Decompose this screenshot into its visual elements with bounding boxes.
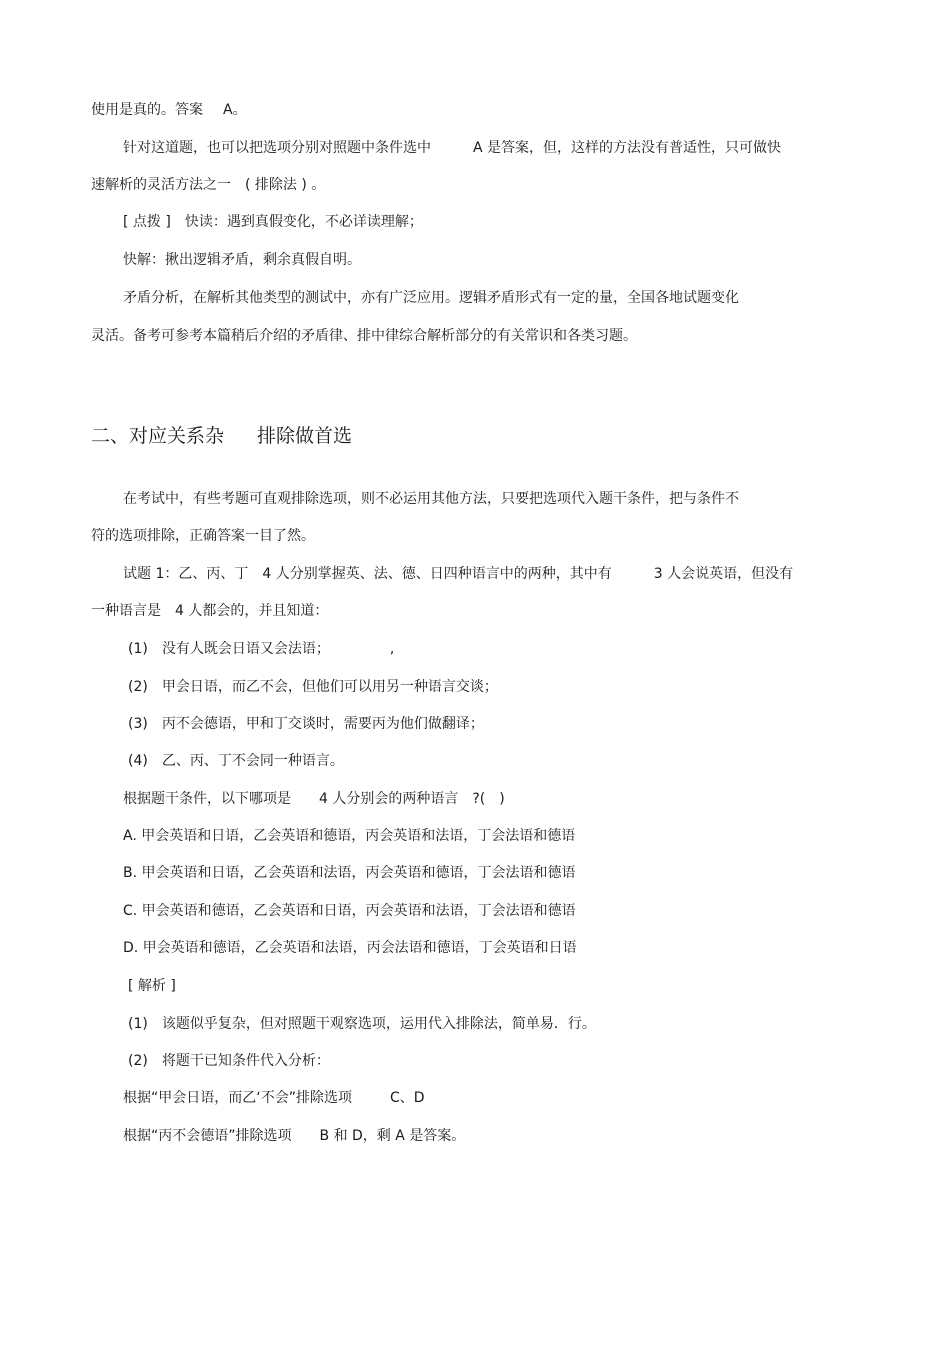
condition-1 [128, 640, 394, 658]
condition-1-text: (1) 没有人既会日语又会法语； [128, 641, 330, 657]
intro-line-2a: 针对这道题，也可以把选项分别对照题中条件选中 [123, 140, 431, 156]
answer-letter: A。 [223, 102, 247, 118]
analysis-step-4b: B 和 D，剩 A 是答案。 [319, 1128, 466, 1144]
question-line-1a: 试题 1：乙、丙、丁 4 人分别掌握英、法、德、日四种语言中的两种，其中有 [123, 566, 612, 582]
option-c: C. 甲会英语和德语，乙会英语和日语，丙会英语和法语，丁会法语和德语 [123, 903, 576, 919]
tip-read-text: 快读：遇到真假变化，不必详读理解； [184, 214, 423, 230]
intro-line-2 [123, 139, 781, 157]
question-line-1 [123, 565, 793, 583]
intro-line-1-text: 使用是真的。答案 [91, 102, 203, 118]
option-d: D. 甲会英语和德语，乙会英语和法语，丙会法语和德语，丁会英语和日语 [123, 940, 577, 956]
paragraph-line-2: 灵活。备考可参考本篇稍后介绍的矛盾律、排中律综合解析部分的有关常识和各类习题。 [91, 328, 637, 344]
analysis-step-2: (2) 将题干已知条件代入分析： [128, 1053, 330, 1069]
condition-4: (4) 乙、丙、丁不会同一种语言。 [128, 753, 344, 769]
analysis-step-1: (1) 该题似乎复杂，但对照题干观察选项，运用代入排除法，简单易．行。 [128, 1016, 596, 1032]
option-a: A. 甲会英语和日语，乙会英语和德语，丙会英语和法语，丁会法语和德语 [123, 828, 576, 844]
tip-label: [ 点拨 ] [123, 214, 171, 230]
condition-2: (2) 甲会日语，而乙不会，但他们可以用另一种语言交谈； [128, 679, 498, 695]
question-line-1b: 3 人会说英语，但没有 [653, 566, 794, 582]
tip-solve: 快解：揪出逻辑矛盾，剩余真假自明。 [123, 252, 361, 268]
tip-read [123, 213, 423, 231]
analysis-label: [ 解析 ] [128, 978, 176, 994]
intro-line-1 [91, 101, 247, 119]
intro-line-2b: A 是答案，但，这样的方法没有普适性，只可做快 [473, 140, 782, 156]
option-b: B. 甲会英语和日语，乙会英语和法语，丙会英语和德语，丁会法语和德语 [123, 865, 576, 881]
section-para-2: 符的选项排除，正确答案一目了然。 [91, 528, 315, 544]
question-line-2: 一种语言是 4 人都会的，并且知道： [91, 603, 329, 619]
intro-line-3: 速解析的灵活方法之一 ( 排除法 ) 。 [91, 177, 326, 193]
stray-mark: , [389, 641, 395, 657]
section-heading [91, 424, 352, 448]
question-ask: 根据题干条件，以下哪项是 4 人分别会的两种语言 ?( ) [123, 791, 505, 807]
paragraph-line-1: 矛盾分析，在解析其他类型的测试中，亦有广泛应用。逻辑矛盾形式有一定的量，全国各地试题变化 [123, 290, 739, 306]
section-heading-b: 排除做首选 [257, 425, 353, 447]
analysis-step-4a: 根据“丙不会德语”排除选项 [123, 1128, 292, 1144]
analysis-step-3b: C、D [389, 1090, 425, 1106]
condition-3: (3) 丙不会德语，甲和丁交谈时，需要丙为他们做翻译； [128, 716, 484, 732]
analysis-step-3 [123, 1089, 425, 1107]
section-heading-a: 二、对应关系杂 [91, 425, 225, 447]
analysis-step-3a: 根据“甲会日语，而乙‘不会”排除选项 [123, 1090, 352, 1106]
analysis-step-4 [123, 1127, 465, 1145]
section-para-1: 在考试中，有些考题可直观排除选项，则不必运用其他方法，只要把选项代入题干条件，把与条件不 [123, 491, 739, 507]
